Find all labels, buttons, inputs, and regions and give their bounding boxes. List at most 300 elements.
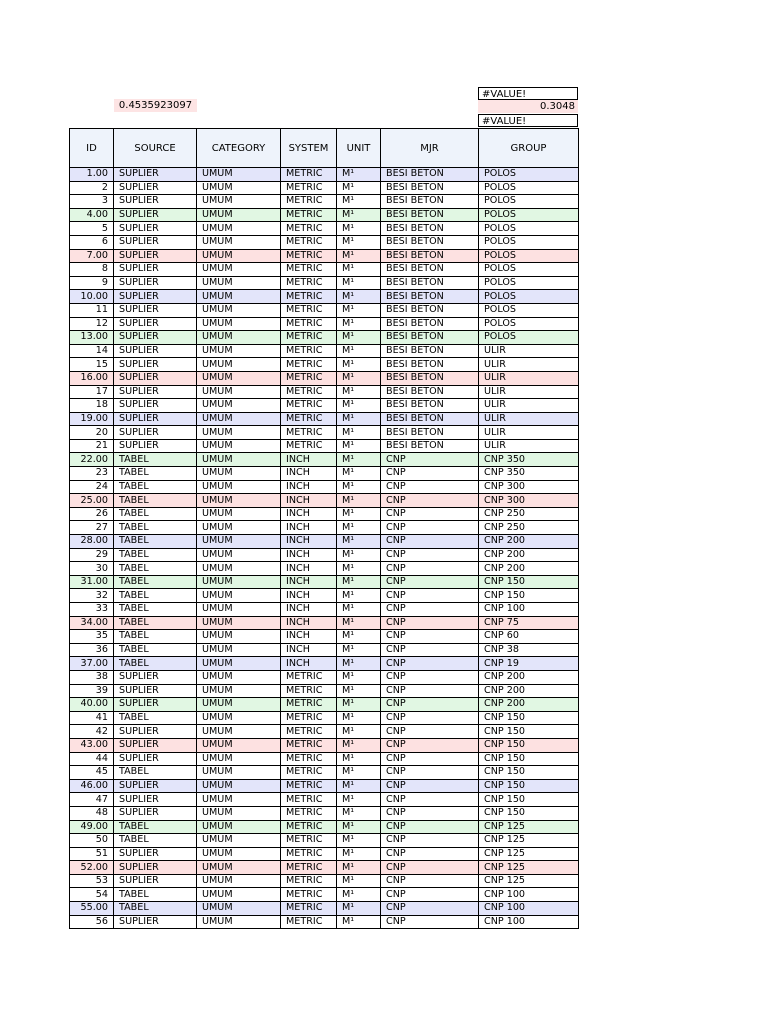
cell-unit[interactable]: M¹ — [337, 861, 381, 875]
header-group[interactable]: GROUP — [479, 129, 579, 168]
cell-system[interactable]: METRIC — [281, 344, 337, 358]
cell-system[interactable]: METRIC — [281, 249, 337, 263]
cell-system[interactable]: INCH — [281, 589, 337, 603]
cell-mjr[interactable]: CNP — [381, 480, 479, 494]
cell-unit[interactable]: M¹ — [337, 738, 381, 752]
cell-group[interactable]: CNP 200 — [479, 670, 579, 684]
cell-id[interactable]: 4.00 — [70, 208, 114, 222]
cell-system[interactable]: METRIC — [281, 806, 337, 820]
cell-system[interactable]: METRIC — [281, 779, 337, 793]
cell-mjr[interactable]: BESI BETON — [381, 263, 479, 277]
cell-category[interactable]: UMUM — [197, 521, 281, 535]
cell-unit[interactable]: M¹ — [337, 317, 381, 331]
cell-id[interactable]: 25.00 — [70, 494, 114, 508]
cell-group[interactable]: POLOS — [479, 263, 579, 277]
cell-group[interactable]: CNP 150 — [479, 793, 579, 807]
cell-id[interactable]: 18 — [70, 399, 114, 413]
cell-id[interactable]: 16.00 — [70, 371, 114, 385]
cell-system[interactable]: INCH — [281, 453, 337, 467]
cell-system[interactable]: METRIC — [281, 711, 337, 725]
header-id[interactable]: ID — [70, 129, 114, 168]
cell-id[interactable]: 35 — [70, 630, 114, 644]
cell-system[interactable]: INCH — [281, 535, 337, 549]
cell-source[interactable]: TABEL — [114, 711, 197, 725]
cell-system[interactable]: METRIC — [281, 902, 337, 916]
cell-mjr[interactable]: BESI BETON — [381, 276, 479, 290]
cell-id[interactable]: 45 — [70, 766, 114, 780]
cell-id[interactable]: 40.00 — [70, 698, 114, 712]
cell-source[interactable]: SUPLIER — [114, 874, 197, 888]
cell-id[interactable]: 42 — [70, 725, 114, 739]
cell-category[interactable]: UMUM — [197, 834, 281, 848]
cell-group[interactable]: POLOS — [479, 249, 579, 263]
cell-group[interactable]: POLOS — [479, 317, 579, 331]
cell-source[interactable]: SUPLIER — [114, 303, 197, 317]
cell-source[interactable]: SUPLIER — [114, 358, 197, 372]
cell-mjr[interactable]: BESI BETON — [381, 331, 479, 345]
cell-source[interactable]: TABEL — [114, 766, 197, 780]
cell-system[interactable]: METRIC — [281, 263, 337, 277]
cell-id[interactable]: 46.00 — [70, 779, 114, 793]
cell-id[interactable]: 47 — [70, 793, 114, 807]
cell-id[interactable]: 41 — [70, 711, 114, 725]
cell-unit[interactable]: M¹ — [337, 562, 381, 576]
cell-group[interactable]: POLOS — [479, 195, 579, 209]
cell-source[interactable]: SUPLIER — [114, 385, 197, 399]
cell-category[interactable]: UMUM — [197, 358, 281, 372]
cell-mjr[interactable]: CNP — [381, 603, 479, 617]
cell-source[interactable]: SUPLIER — [114, 861, 197, 875]
weight-factor-cell[interactable]: 0.4535923097 — [114, 99, 197, 112]
cell-unit[interactable]: M¹ — [337, 793, 381, 807]
cell-system[interactable]: INCH — [281, 521, 337, 535]
cell-category[interactable]: UMUM — [197, 208, 281, 222]
cell-category[interactable]: UMUM — [197, 371, 281, 385]
cell-unit[interactable]: M¹ — [337, 548, 381, 562]
cell-source[interactable]: TABEL — [114, 603, 197, 617]
cell-group[interactable]: CNP 300 — [479, 494, 579, 508]
cell-system[interactable]: METRIC — [281, 385, 337, 399]
cell-category[interactable]: UMUM — [197, 630, 281, 644]
cell-source[interactable]: SUPLIER — [114, 263, 197, 277]
cell-group[interactable]: CNP 125 — [479, 847, 579, 861]
cell-system[interactable]: INCH — [281, 657, 337, 671]
cell-id[interactable]: 5 — [70, 222, 114, 236]
cell-source[interactable]: TABEL — [114, 643, 197, 657]
cell-mjr[interactable]: CNP — [381, 453, 479, 467]
cell-mjr[interactable]: CNP — [381, 575, 479, 589]
cell-category[interactable]: UMUM — [197, 548, 281, 562]
cell-category[interactable]: UMUM — [197, 670, 281, 684]
cell-group[interactable]: CNP 125 — [479, 861, 579, 875]
cell-unit[interactable]: M¹ — [337, 290, 381, 304]
cell-group[interactable]: CNP 150 — [479, 725, 579, 739]
cell-source[interactable]: TABEL — [114, 494, 197, 508]
header-mjr[interactable]: MJR — [381, 129, 479, 168]
cell-id[interactable]: 19.00 — [70, 412, 114, 426]
cell-group[interactable]: CNP 150 — [479, 575, 579, 589]
cell-category[interactable]: UMUM — [197, 616, 281, 630]
header-category[interactable]: CATEGORY — [197, 129, 281, 168]
cell-system[interactable]: METRIC — [281, 222, 337, 236]
cell-category[interactable]: UMUM — [197, 779, 281, 793]
cell-system[interactable]: METRIC — [281, 698, 337, 712]
cell-group[interactable]: CNP 150 — [479, 766, 579, 780]
cell-id[interactable]: 20 — [70, 426, 114, 440]
cell-group[interactable]: CNP 350 — [479, 467, 579, 481]
cell-source[interactable]: SUPLIER — [114, 344, 197, 358]
cell-system[interactable]: METRIC — [281, 303, 337, 317]
cell-id[interactable]: 29 — [70, 548, 114, 562]
cell-system[interactable]: METRIC — [281, 752, 337, 766]
cell-group[interactable]: ULIR — [479, 439, 579, 453]
cell-group[interactable]: CNP 150 — [479, 806, 579, 820]
cell-mjr[interactable]: BESI BETON — [381, 344, 479, 358]
cell-system[interactable]: METRIC — [281, 725, 337, 739]
cell-unit[interactable]: M¹ — [337, 589, 381, 603]
cell-id[interactable]: 15 — [70, 358, 114, 372]
cell-group[interactable]: POLOS — [479, 303, 579, 317]
cell-source[interactable]: SUPLIER — [114, 847, 197, 861]
cell-category[interactable]: UMUM — [197, 263, 281, 277]
cell-source[interactable]: SUPLIER — [114, 208, 197, 222]
cell-id[interactable]: 1.00 — [70, 168, 114, 182]
cell-id[interactable]: 7.00 — [70, 249, 114, 263]
cell-unit[interactable]: M¹ — [337, 834, 381, 848]
cell-mjr[interactable]: CNP — [381, 494, 479, 508]
cell-system[interactable]: METRIC — [281, 426, 337, 440]
cell-group[interactable]: CNP 350 — [479, 453, 579, 467]
cell-system[interactable]: INCH — [281, 575, 337, 589]
cell-id[interactable]: 44 — [70, 752, 114, 766]
header-unit[interactable]: UNIT — [337, 129, 381, 168]
cell-unit[interactable]: M¹ — [337, 630, 381, 644]
cell-id[interactable]: 37.00 — [70, 657, 114, 671]
cell-system[interactable]: METRIC — [281, 766, 337, 780]
cell-id[interactable]: 28.00 — [70, 535, 114, 549]
cell-unit[interactable]: M¹ — [337, 494, 381, 508]
cell-group[interactable]: POLOS — [479, 208, 579, 222]
cell-category[interactable]: UMUM — [197, 752, 281, 766]
cell-unit[interactable]: M¹ — [337, 684, 381, 698]
cell-system[interactable]: METRIC — [281, 208, 337, 222]
cell-source[interactable]: TABEL — [114, 521, 197, 535]
cell-category[interactable]: UMUM — [197, 290, 281, 304]
cell-group[interactable]: POLOS — [479, 290, 579, 304]
cell-category[interactable]: UMUM — [197, 317, 281, 331]
cell-unit[interactable]: M¹ — [337, 616, 381, 630]
cell-system[interactable]: METRIC — [281, 847, 337, 861]
cell-id[interactable]: 14 — [70, 344, 114, 358]
cell-group[interactable]: CNP 125 — [479, 874, 579, 888]
cell-system[interactable]: METRIC — [281, 195, 337, 209]
cell-mjr[interactable]: CNP — [381, 915, 479, 929]
cell-source[interactable]: SUPLIER — [114, 331, 197, 345]
cell-id[interactable]: 2 — [70, 181, 114, 195]
cell-category[interactable]: UMUM — [197, 494, 281, 508]
cell-source[interactable]: TABEL — [114, 575, 197, 589]
cell-group[interactable]: CNP 300 — [479, 480, 579, 494]
cell-category[interactable]: UMUM — [197, 426, 281, 440]
cell-source[interactable]: TABEL — [114, 834, 197, 848]
cell-source[interactable]: TABEL — [114, 535, 197, 549]
cell-system[interactable]: INCH — [281, 507, 337, 521]
cell-system[interactable]: METRIC — [281, 235, 337, 249]
cell-category[interactable]: UMUM — [197, 684, 281, 698]
header-source[interactable]: SOURCE — [114, 129, 197, 168]
cell-source[interactable]: SUPLIER — [114, 439, 197, 453]
cell-group[interactable]: CNP 200 — [479, 562, 579, 576]
cell-category[interactable]: UMUM — [197, 453, 281, 467]
cell-source[interactable]: SUPLIER — [114, 670, 197, 684]
cell-group[interactable]: ULIR — [479, 371, 579, 385]
cell-system[interactable]: METRIC — [281, 371, 337, 385]
cell-unit[interactable]: M¹ — [337, 915, 381, 929]
cell-group[interactable]: POLOS — [479, 181, 579, 195]
cell-mjr[interactable]: CNP — [381, 657, 479, 671]
cell-group[interactable]: POLOS — [479, 222, 579, 236]
cell-source[interactable]: SUPLIER — [114, 235, 197, 249]
cell-id[interactable]: 53 — [70, 874, 114, 888]
cell-group[interactable]: CNP 38 — [479, 643, 579, 657]
cell-mjr[interactable]: BESI BETON — [381, 399, 479, 413]
cell-category[interactable]: UMUM — [197, 657, 281, 671]
cell-unit[interactable]: M¹ — [337, 426, 381, 440]
cell-group[interactable]: CNP 60 — [479, 630, 579, 644]
cell-system[interactable]: METRIC — [281, 888, 337, 902]
cell-source[interactable]: SUPLIER — [114, 222, 197, 236]
cell-mjr[interactable]: BESI BETON — [381, 303, 479, 317]
cell-source[interactable]: TABEL — [114, 467, 197, 481]
cell-mjr[interactable]: BESI BETON — [381, 412, 479, 426]
cell-group[interactable]: ULIR — [479, 412, 579, 426]
cell-group[interactable]: CNP 100 — [479, 603, 579, 617]
cell-group[interactable]: POLOS — [479, 276, 579, 290]
cell-category[interactable]: UMUM — [197, 385, 281, 399]
cell-category[interactable]: UMUM — [197, 535, 281, 549]
cell-category[interactable]: UMUM — [197, 235, 281, 249]
cell-system[interactable]: METRIC — [281, 861, 337, 875]
cell-mjr[interactable]: CNP — [381, 874, 479, 888]
cell-source[interactable]: SUPLIER — [114, 181, 197, 195]
cell-group[interactable]: CNP 200 — [479, 698, 579, 712]
cell-source[interactable]: TABEL — [114, 507, 197, 521]
cell-group[interactable]: CNP 150 — [479, 738, 579, 752]
cell-category[interactable]: UMUM — [197, 344, 281, 358]
cell-source[interactable]: SUPLIER — [114, 684, 197, 698]
cell-category[interactable]: UMUM — [197, 222, 281, 236]
cell-mjr[interactable]: BESI BETON — [381, 249, 479, 263]
cell-category[interactable]: UMUM — [197, 711, 281, 725]
cell-source[interactable]: TABEL — [114, 630, 197, 644]
cell-unit[interactable]: M¹ — [337, 467, 381, 481]
cell-category[interactable]: UMUM — [197, 303, 281, 317]
cell-source[interactable]: SUPLIER — [114, 738, 197, 752]
cell-category[interactable]: UMUM — [197, 847, 281, 861]
cell-source[interactable]: TABEL — [114, 820, 197, 834]
cell-group[interactable]: CNP 150 — [479, 589, 579, 603]
cell-unit[interactable]: M¹ — [337, 670, 381, 684]
cell-category[interactable]: UMUM — [197, 766, 281, 780]
cell-mjr[interactable]: BESI BETON — [381, 235, 479, 249]
cell-id[interactable]: 10.00 — [70, 290, 114, 304]
cell-category[interactable]: UMUM — [197, 902, 281, 916]
cell-id[interactable]: 9 — [70, 276, 114, 290]
cell-mjr[interactable]: CNP — [381, 698, 479, 712]
cell-unit[interactable]: M¹ — [337, 399, 381, 413]
cell-source[interactable]: TABEL — [114, 480, 197, 494]
cell-category[interactable]: UMUM — [197, 603, 281, 617]
cell-id[interactable]: 43.00 — [70, 738, 114, 752]
cell-source[interactable]: SUPLIER — [114, 426, 197, 440]
cell-system[interactable]: INCH — [281, 603, 337, 617]
cell-unit[interactable]: M¹ — [337, 575, 381, 589]
cell-system[interactable]: METRIC — [281, 915, 337, 929]
cell-category[interactable]: UMUM — [197, 467, 281, 481]
cell-id[interactable]: 13.00 — [70, 331, 114, 345]
cell-system[interactable]: METRIC — [281, 874, 337, 888]
cell-source[interactable]: TABEL — [114, 902, 197, 916]
cell-system[interactable]: INCH — [281, 494, 337, 508]
cell-id[interactable]: 55.00 — [70, 902, 114, 916]
cell-mjr[interactable]: CNP — [381, 467, 479, 481]
cell-source[interactable]: SUPLIER — [114, 317, 197, 331]
cell-category[interactable]: UMUM — [197, 738, 281, 752]
cell-category[interactable]: UMUM — [197, 168, 281, 182]
cell-unit[interactable]: M¹ — [337, 222, 381, 236]
cell-unit[interactable]: M¹ — [337, 888, 381, 902]
cell-mjr[interactable]: BESI BETON — [381, 358, 479, 372]
cell-group[interactable]: CNP 150 — [479, 711, 579, 725]
cell-id[interactable]: 23 — [70, 467, 114, 481]
cell-group[interactable]: ULIR — [479, 426, 579, 440]
cell-mjr[interactable]: BESI BETON — [381, 371, 479, 385]
cell-id[interactable]: 6 — [70, 235, 114, 249]
cell-mjr[interactable]: CNP — [381, 562, 479, 576]
cell-mjr[interactable]: CNP — [381, 793, 479, 807]
cell-unit[interactable]: M¹ — [337, 249, 381, 263]
cell-unit[interactable]: M¹ — [337, 698, 381, 712]
cell-id[interactable]: 39 — [70, 684, 114, 698]
cell-mjr[interactable]: CNP — [381, 643, 479, 657]
cell-category[interactable]: UMUM — [197, 439, 281, 453]
cell-id[interactable]: 11 — [70, 303, 114, 317]
cell-mjr[interactable]: CNP — [381, 779, 479, 793]
cell-group[interactable]: POLOS — [479, 235, 579, 249]
cell-category[interactable]: UMUM — [197, 507, 281, 521]
cell-mjr[interactable]: CNP — [381, 752, 479, 766]
cell-group[interactable]: CNP 19 — [479, 657, 579, 671]
cell-source[interactable]: TABEL — [114, 548, 197, 562]
cell-system[interactable]: INCH — [281, 630, 337, 644]
cell-id[interactable]: 54 — [70, 888, 114, 902]
cell-unit[interactable]: M¹ — [337, 806, 381, 820]
cell-system[interactable]: METRIC — [281, 670, 337, 684]
cell-category[interactable]: UMUM — [197, 888, 281, 902]
cell-mjr[interactable]: CNP — [381, 725, 479, 739]
cell-mjr[interactable]: BESI BETON — [381, 317, 479, 331]
cell-unit[interactable]: M¹ — [337, 820, 381, 834]
cell-mjr[interactable]: CNP — [381, 834, 479, 848]
cell-system[interactable]: METRIC — [281, 412, 337, 426]
cell-unit[interactable]: M¹ — [337, 344, 381, 358]
cell-mjr[interactable]: BESI BETON — [381, 290, 479, 304]
cell-mjr[interactable]: CNP — [381, 684, 479, 698]
cell-mjr[interactable]: CNP — [381, 847, 479, 861]
cell-category[interactable]: UMUM — [197, 331, 281, 345]
cell-category[interactable]: UMUM — [197, 276, 281, 290]
cell-unit[interactable]: M¹ — [337, 371, 381, 385]
cell-system[interactable]: METRIC — [281, 793, 337, 807]
cell-source[interactable]: SUPLIER — [114, 399, 197, 413]
cell-group[interactable]: CNP 150 — [479, 779, 579, 793]
cell-unit[interactable]: M¹ — [337, 453, 381, 467]
cell-unit[interactable]: M¹ — [337, 331, 381, 345]
cell-category[interactable]: UMUM — [197, 806, 281, 820]
cell-group[interactable]: POLOS — [479, 168, 579, 182]
cell-id[interactable]: 32 — [70, 589, 114, 603]
error-cell-1[interactable]: #VALUE! — [478, 87, 578, 100]
cell-unit[interactable]: M¹ — [337, 603, 381, 617]
cell-unit[interactable]: M¹ — [337, 521, 381, 535]
cell-group[interactable]: CNP 125 — [479, 834, 579, 848]
cell-mjr[interactable]: CNP — [381, 616, 479, 630]
cell-group[interactable]: CNP 200 — [479, 548, 579, 562]
cell-unit[interactable]: M¹ — [337, 874, 381, 888]
cell-id[interactable]: 12 — [70, 317, 114, 331]
cell-group[interactable]: CNP 75 — [479, 616, 579, 630]
length-factor-cell[interactable]: 0.3048 — [478, 100, 578, 113]
cell-id[interactable]: 24 — [70, 480, 114, 494]
cell-mjr[interactable]: CNP — [381, 711, 479, 725]
cell-unit[interactable]: M¹ — [337, 480, 381, 494]
cell-category[interactable]: UMUM — [197, 195, 281, 209]
cell-unit[interactable]: M¹ — [337, 752, 381, 766]
cell-mjr[interactable]: CNP — [381, 521, 479, 535]
cell-mjr[interactable]: CNP — [381, 902, 479, 916]
cell-source[interactable]: TABEL — [114, 562, 197, 576]
cell-system[interactable]: INCH — [281, 616, 337, 630]
cell-unit[interactable]: M¹ — [337, 181, 381, 195]
cell-group[interactable]: CNP 200 — [479, 684, 579, 698]
cell-unit[interactable]: M¹ — [337, 303, 381, 317]
cell-category[interactable]: UMUM — [197, 698, 281, 712]
cell-category[interactable]: UMUM — [197, 249, 281, 263]
cell-mjr[interactable]: BESI BETON — [381, 426, 479, 440]
cell-group[interactable]: CNP 200 — [479, 535, 579, 549]
cell-unit[interactable]: M¹ — [337, 168, 381, 182]
cell-id[interactable]: 49.00 — [70, 820, 114, 834]
cell-source[interactable]: SUPLIER — [114, 412, 197, 426]
cell-id[interactable]: 36 — [70, 643, 114, 657]
cell-source[interactable]: TABEL — [114, 616, 197, 630]
cell-source[interactable]: SUPLIER — [114, 195, 197, 209]
cell-mjr[interactable]: BESI BETON — [381, 439, 479, 453]
cell-unit[interactable]: M¹ — [337, 358, 381, 372]
cell-system[interactable]: METRIC — [281, 358, 337, 372]
cell-system[interactable]: METRIC — [281, 181, 337, 195]
cell-source[interactable]: TABEL — [114, 657, 197, 671]
cell-unit[interactable]: M¹ — [337, 263, 381, 277]
cell-group[interactable]: CNP 150 — [479, 752, 579, 766]
cell-unit[interactable]: M¹ — [337, 195, 381, 209]
cell-category[interactable]: UMUM — [197, 589, 281, 603]
cell-unit[interactable]: M¹ — [337, 276, 381, 290]
cell-category[interactable]: UMUM — [197, 820, 281, 834]
cell-category[interactable]: UMUM — [197, 793, 281, 807]
cell-unit[interactable]: M¹ — [337, 235, 381, 249]
cell-unit[interactable]: M¹ — [337, 535, 381, 549]
